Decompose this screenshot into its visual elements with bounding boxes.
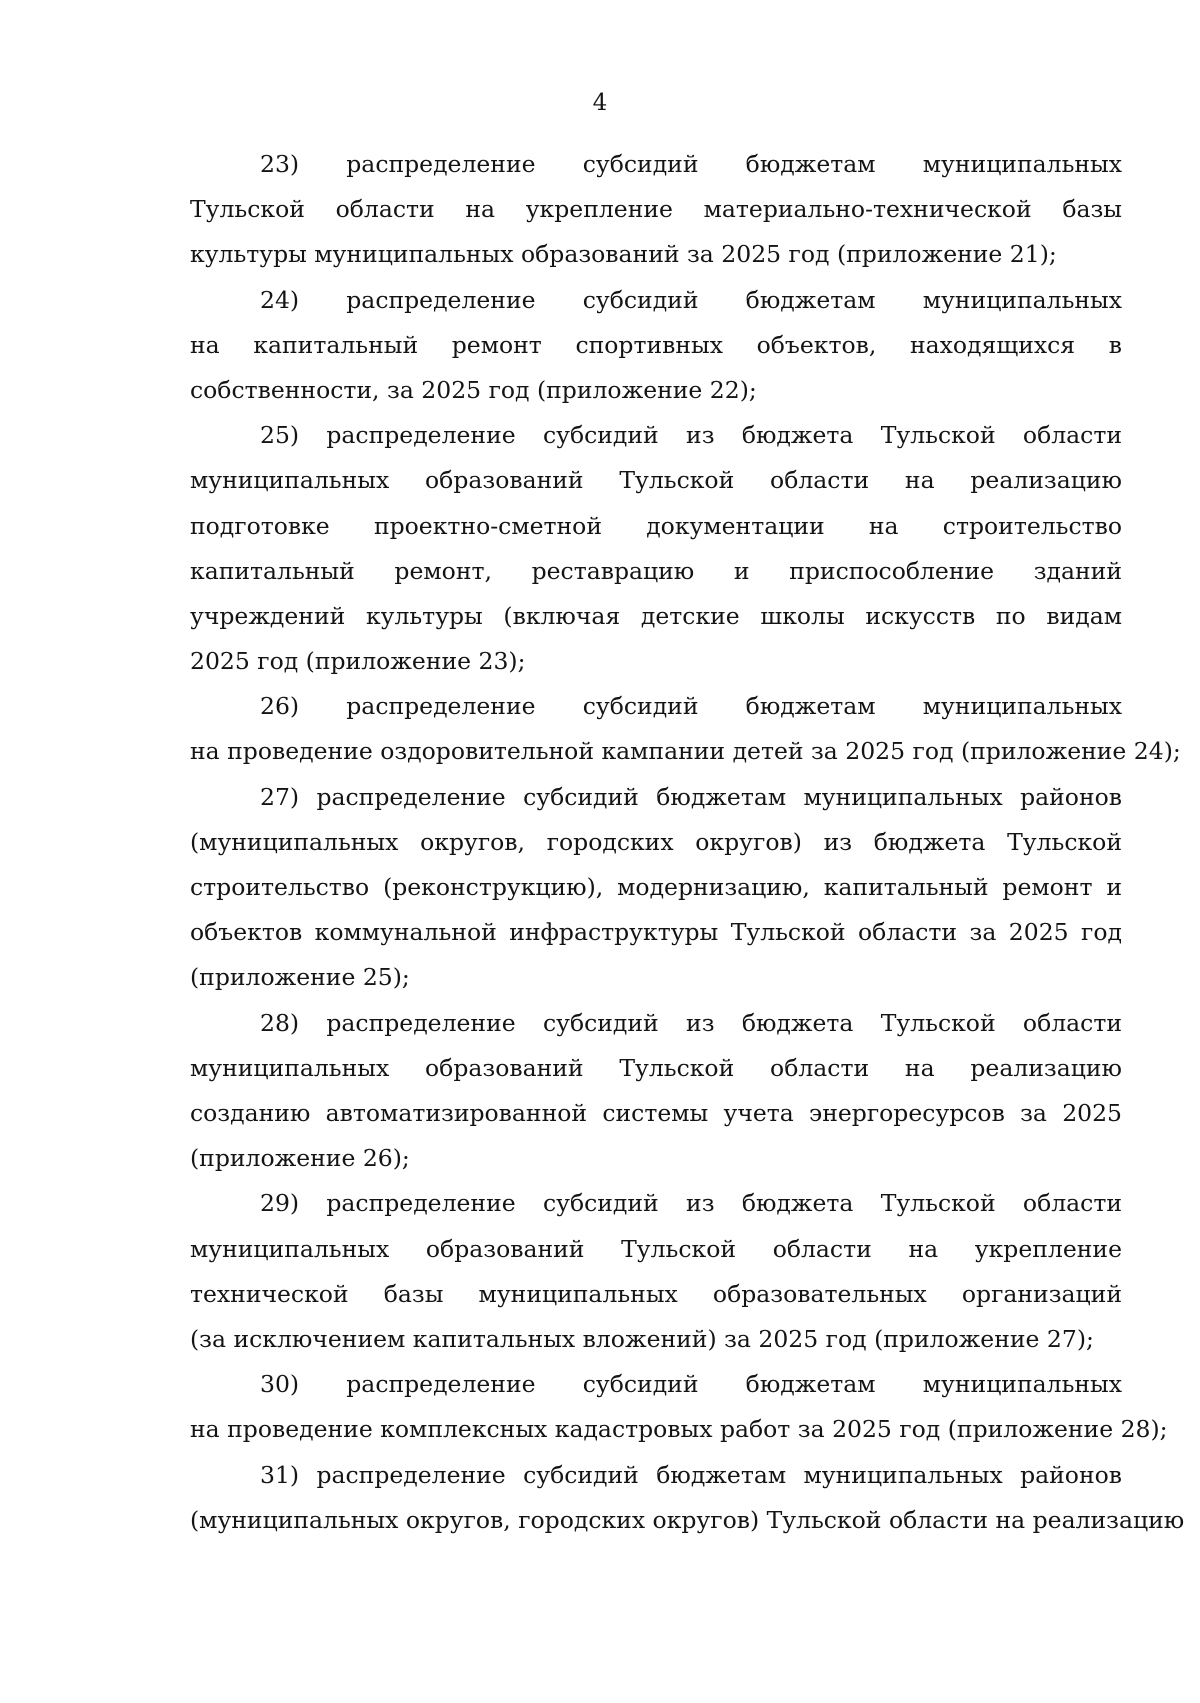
text-line: подготовке проектно-сметной документации на строительство <box>190 511 1122 540</box>
text-line: 23) распределение субсидий бюджетам муниципальных <box>260 150 1122 178</box>
text-line: (приложение 25); <box>190 963 410 992</box>
text-line: 24) распределение субсидий бюджетам муниципальных <box>260 285 1122 314</box>
paragraph-item-23 <box>190 142 1122 278</box>
text-line: на проведение комплексных кадастровых работ за 2025 год (приложение 28); <box>190 1415 1168 1444</box>
text-line: 28) распределение субсидий из бюджета Тульской области <box>260 1008 1122 1037</box>
text-line: строительство (реконструкцию), модернизацию, капитальный ремонт и <box>190 873 1122 902</box>
text-line: культуры муниципальных образований за 2025 год (приложение 21); <box>190 240 1057 269</box>
paragraph-item-26 <box>190 684 1181 774</box>
text-line: капитальный ремонт, реставрацию и приспособление зданий <box>190 556 1122 585</box>
paragraph-item-24 <box>190 278 1122 414</box>
text-line: 2025 год (приложение 23); <box>190 647 526 676</box>
paragraph-item-31 <box>190 1453 1185 1543</box>
text-line: учреждений культуры (включая детские школы искусств по видам <box>190 601 1122 630</box>
text-line: Тульской области на укрепление материально-технической базы <box>190 195 1122 224</box>
text-line: (муниципальных округов, городских округов) Тульской области на реализацию <box>190 1505 1185 1534</box>
text-line: 29) распределение субсидий из бюджета Тульской области <box>260 1189 1122 1218</box>
text-line: объектов коммунальной инфраструктуры Тульской области за 2025 год <box>190 918 1122 947</box>
text-line: 31) распределение субсидий бюджетам муниципальных районов <box>260 1460 1122 1489</box>
text-line: собственности, за 2025 год (приложение 22); <box>190 375 757 404</box>
text-line: созданию автоматизированной системы учета энергоресурсов за 2025 <box>190 1099 1122 1128</box>
paragraph-item-29 <box>190 1181 1122 1362</box>
text-line: муниципальных образований Тульской области на реализацию <box>190 1053 1122 1082</box>
text-line: 30) распределение субсидий бюджетам муниципальных <box>260 1370 1122 1399</box>
text-line: 27) распределение субсидий бюджетам муниципальных районов <box>260 782 1122 811</box>
paragraph-item-25 <box>190 413 1122 684</box>
text-line: (за исключением капитальных вложений) за 2025 год (приложение 27); <box>190 1324 1094 1353</box>
text-line: 26) распределение субсидий бюджетам муниципальных <box>260 692 1122 721</box>
text-line: на капитальный ремонт спортивных объектов, находящихся в <box>190 330 1122 359</box>
text-line: муниципальных образований Тульской области на укрепление <box>190 1234 1122 1263</box>
paragraph-item-27 <box>190 775 1122 1001</box>
text-line: технической базы муниципальных образовательных организаций <box>190 1279 1122 1308</box>
text-line: муниципальных образований Тульской области на реализацию <box>190 466 1122 495</box>
text-line: (приложение 26); <box>190 1144 410 1173</box>
text-line: (муниципальных округов, городских округов) из бюджета Тульской <box>190 827 1122 856</box>
text-line: на проведение оздоровительной кампании детей за 2025 год (приложение 24); <box>190 737 1181 766</box>
document-body <box>190 142 1185 1543</box>
text-line: 25) распределение субсидий из бюджета Тульской области <box>260 421 1122 450</box>
paragraph-item-28 <box>190 1001 1122 1182</box>
page-number: 4 <box>592 90 608 116</box>
paragraph-item-30 <box>190 1362 1168 1452</box>
